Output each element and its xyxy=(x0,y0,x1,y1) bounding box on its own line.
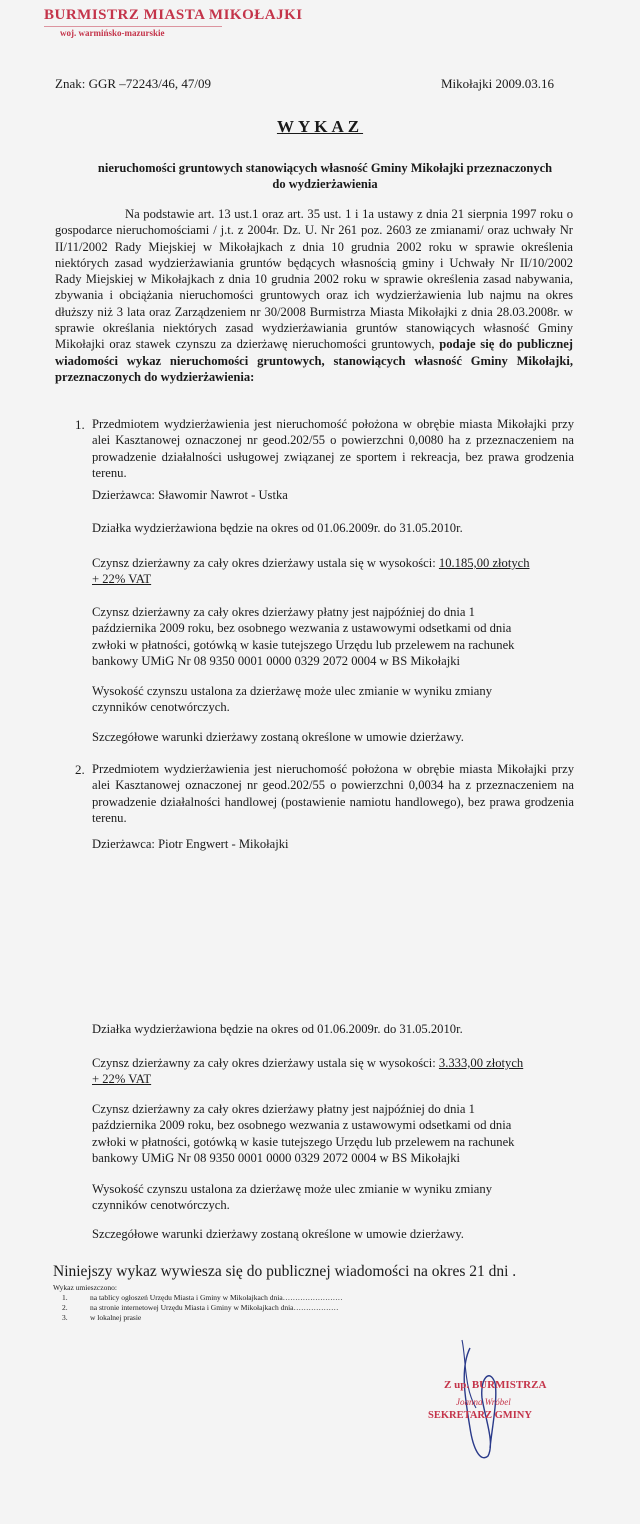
office-stamp-title: BURMISTRZ MIASTA MIKOŁAJKI xyxy=(44,7,303,23)
item-2-rent-prefix: Czynsz dzierżawny za cały okres dzierżawy ustala się w wysokości: xyxy=(92,1056,436,1070)
signature-stamp-line-1: Z up. BURMISTRZA xyxy=(444,1379,547,1391)
posted-item-number: 2. xyxy=(62,1303,68,1312)
item-2-payment-line-2: października 2009 roku, bez osobnego wezwania z ustawowymi odsetkami od dnia xyxy=(92,1118,512,1133)
item-2-rent-change xyxy=(92,1181,492,1214)
item-1-payment-line-1: Czynsz dzierżawny za cały okres dzierżawy płatny jest najpóźniej do dnia 1 xyxy=(92,605,475,619)
item-1-payment xyxy=(92,604,514,669)
item-1-terms: Szczegółowe warunki dzierżawy zostaną określone w umowie dzierżawy. xyxy=(92,730,464,744)
item-1-payment-line-3: zwłoki w płatności, gotówką w kasie tutejszego Urzędu lub przelewem na rachunek xyxy=(92,637,515,652)
posted-item-text: w lokalnej prasie xyxy=(90,1313,142,1322)
posted-item xyxy=(62,1313,343,1323)
posted-item xyxy=(62,1303,343,1313)
item-2-payment-line-1: Czynsz dzierżawny za cały okres dzierżawy płatny jest najpóźniej do dnia 1 xyxy=(92,1102,475,1116)
place-date: Mikołajki 2009.03.16 xyxy=(441,76,555,91)
item-1-rent xyxy=(92,555,582,588)
posted-list xyxy=(62,1293,343,1323)
item-1-payment-line-4: bankowy UMiG Nr 08 9350 0001 0000 0329 2072 0004 w BS Mikołajki xyxy=(92,653,461,668)
posted-item-text: na tablicy ogłoszeń Urzędu Miasta i Gminy w Mikołajkach dnia…………………… xyxy=(90,1293,343,1302)
posting-notice: Niniejszy wykaz wywiesza się do publicznej wiadomości na okres 21 dni . xyxy=(53,1263,517,1280)
item-2-rent-amount: 3.333,00 złotych xyxy=(438,1056,524,1070)
intro-bold-text: podaje się do publicznej wiadomości wykaz nieruchomości gruntowych, stanowiących własność Gminy Mikołajki, przeznaczonych do wydzierżawienia: xyxy=(55,337,573,384)
document-title: WYKAZ xyxy=(276,117,364,136)
subtitle-line-2: do wydzierżawienia xyxy=(272,177,378,191)
item-1-rent-amount: 10.185,00 złotych xyxy=(438,556,530,570)
item-1-description: Przedmiotem wydzierżawienia jest nieruchomość położona w obrębie miasta Mikołajki przy alei Kasztanowej oznaczonej nr geod.202/55 o powierzchni 0,0080 ha z przeznaczeniem na prowadzenie działalności usługowej związanej ze sportem i rekreacja, bez prawa grodzenia terenu. xyxy=(92,417,574,480)
posted-label: Wykaz umieszczono: xyxy=(53,1283,117,1292)
intro-text: Na podstawie art. 13 ust.1 oraz art. 35 ust. 1 i 1a ustawy z dnia 21 sierpnia 1997 roku o gospodarce nieruchomościami / j.t. z 2004r. Dz. U. Nr 261 poz. 2603 ze zmianami/ oraz uchwały Nr II/11/2002 Rady Miejskiej w Mikołajkach z dnia 10 grudnia 2002 roku w sprawie określenia niektórych zasad wydzierżawiania gruntów będących własnością gminy i Uchwały Nr II/10/2002 Rady Miejskiej w Mikołajkach z dnia 10 grudnia 2002 roku w sprawie określenia zasad nabywania, zbywania i obciążania nieruchomości gruntowych oraz ich wydzierżawienia lub najmu na okres dłuższy niż 3 lata oraz Zarządzeniem nr 30/2008 Burmistrza Miasta Mikołajki z dnia 28.03.2008r. w sprawie określania niektórych zasad wydzierżawiania gruntów stanowiących własność Gminy Mikołajki oraz stawek czynszu za dzierżawę nieruchomości gruntowych, xyxy=(55,207,573,352)
item-2-period: Działka wydzierżawiona będzie na okres od 01.06.2009r. do 31.05.2010r. xyxy=(92,1022,463,1036)
item-2-description: Przedmiotem wydzierżawienia jest nieruchomość położona w obrębie miasta Mikołajki przy alei Kasztanowej oznaczonej nr geod.202/55 o powierzchni 0,0034 ha z przeznaczeniem na prowadzenie działalności handlowej (postawienie namiotu handlowego), bez prawa grodzenia terenu. xyxy=(92,762,574,825)
item-2-payment-line-4: bankowy UMiG Nr 08 9350 0001 0000 0329 2072 0004 w BS Mikołajki xyxy=(92,1150,461,1165)
item-2-change-line-1: Wysokość czynszu ustalona za dzierżawę może ulec zmianie w wyniku zmiany xyxy=(92,1182,492,1196)
item-2-payment-line-3: zwłoki w płatności, gotówką w kasie tutejszego Urzędu lub przelewem na rachunek xyxy=(92,1134,515,1149)
document-subtitle xyxy=(90,160,560,192)
item-1-number: 1. xyxy=(75,417,85,432)
item-1-change-line-1: Wysokość czynszu ustalona za dzierżawę może ulec zmianie w wyniku zmiany xyxy=(92,684,492,698)
signature-stamp-line-3: SEKRETARZ GMINY xyxy=(428,1410,532,1421)
stamp-divider xyxy=(44,26,222,27)
item-2-terms: Szczegółowe warunki dzierżawy zostaną określone w umowie dzierżawy. xyxy=(92,1227,464,1241)
item-2-tenant: Dzierżawca: Piotr Engwert - Mikołajki xyxy=(92,837,289,851)
item-2-payment xyxy=(92,1101,514,1166)
item-1-rent-vat: + 22% VAT xyxy=(92,572,152,587)
item-1-change-line-2: czynników cenotwórczych. xyxy=(92,700,230,715)
posted-item-text: na stronie internetowej Urzędu Miasta i Gminy w Mikołajkach dnia……………… xyxy=(90,1303,339,1312)
item-1-rent-prefix: Czynsz dzierżawny za cały okres dzierżawy ustala się w wysokości: xyxy=(92,556,436,570)
item-1-rent-change xyxy=(92,683,492,716)
item-2-change-line-2: czynników cenotwórczych. xyxy=(92,1198,230,1213)
item-1-period: Działka wydzierżawiona będzie na okres od 01.06.2009r. do 31.05.2010r. xyxy=(92,521,463,535)
signature-stamp-name: Joanna Wróbel xyxy=(456,1397,511,1407)
item-2-number: 2. xyxy=(75,762,85,777)
reference-number: Znak: GGR –72243/46, 47/09 xyxy=(55,76,211,91)
subtitle-line-1: nieruchomości gruntowych stanowiących własność Gminy Mikołajki przeznaczonych xyxy=(97,161,553,175)
office-stamp-region: woj. warmińsko-mazurskie xyxy=(60,28,165,38)
intro-paragraph xyxy=(55,206,573,385)
item-1-tenant: Dzierżawca: Sławomir Nawrot - Ustka xyxy=(92,488,288,502)
posted-item xyxy=(62,1293,343,1303)
item-2-rent-vat: + 22% VAT xyxy=(92,1072,152,1087)
item-1-payment-line-2: października 2009 roku, bez osobnego wezwania z ustawowymi odsetkami od dnia xyxy=(92,621,512,636)
item-2-rent xyxy=(92,1055,582,1088)
posted-item-number: 3. xyxy=(62,1313,68,1322)
posted-item-number: 1. xyxy=(62,1293,68,1302)
